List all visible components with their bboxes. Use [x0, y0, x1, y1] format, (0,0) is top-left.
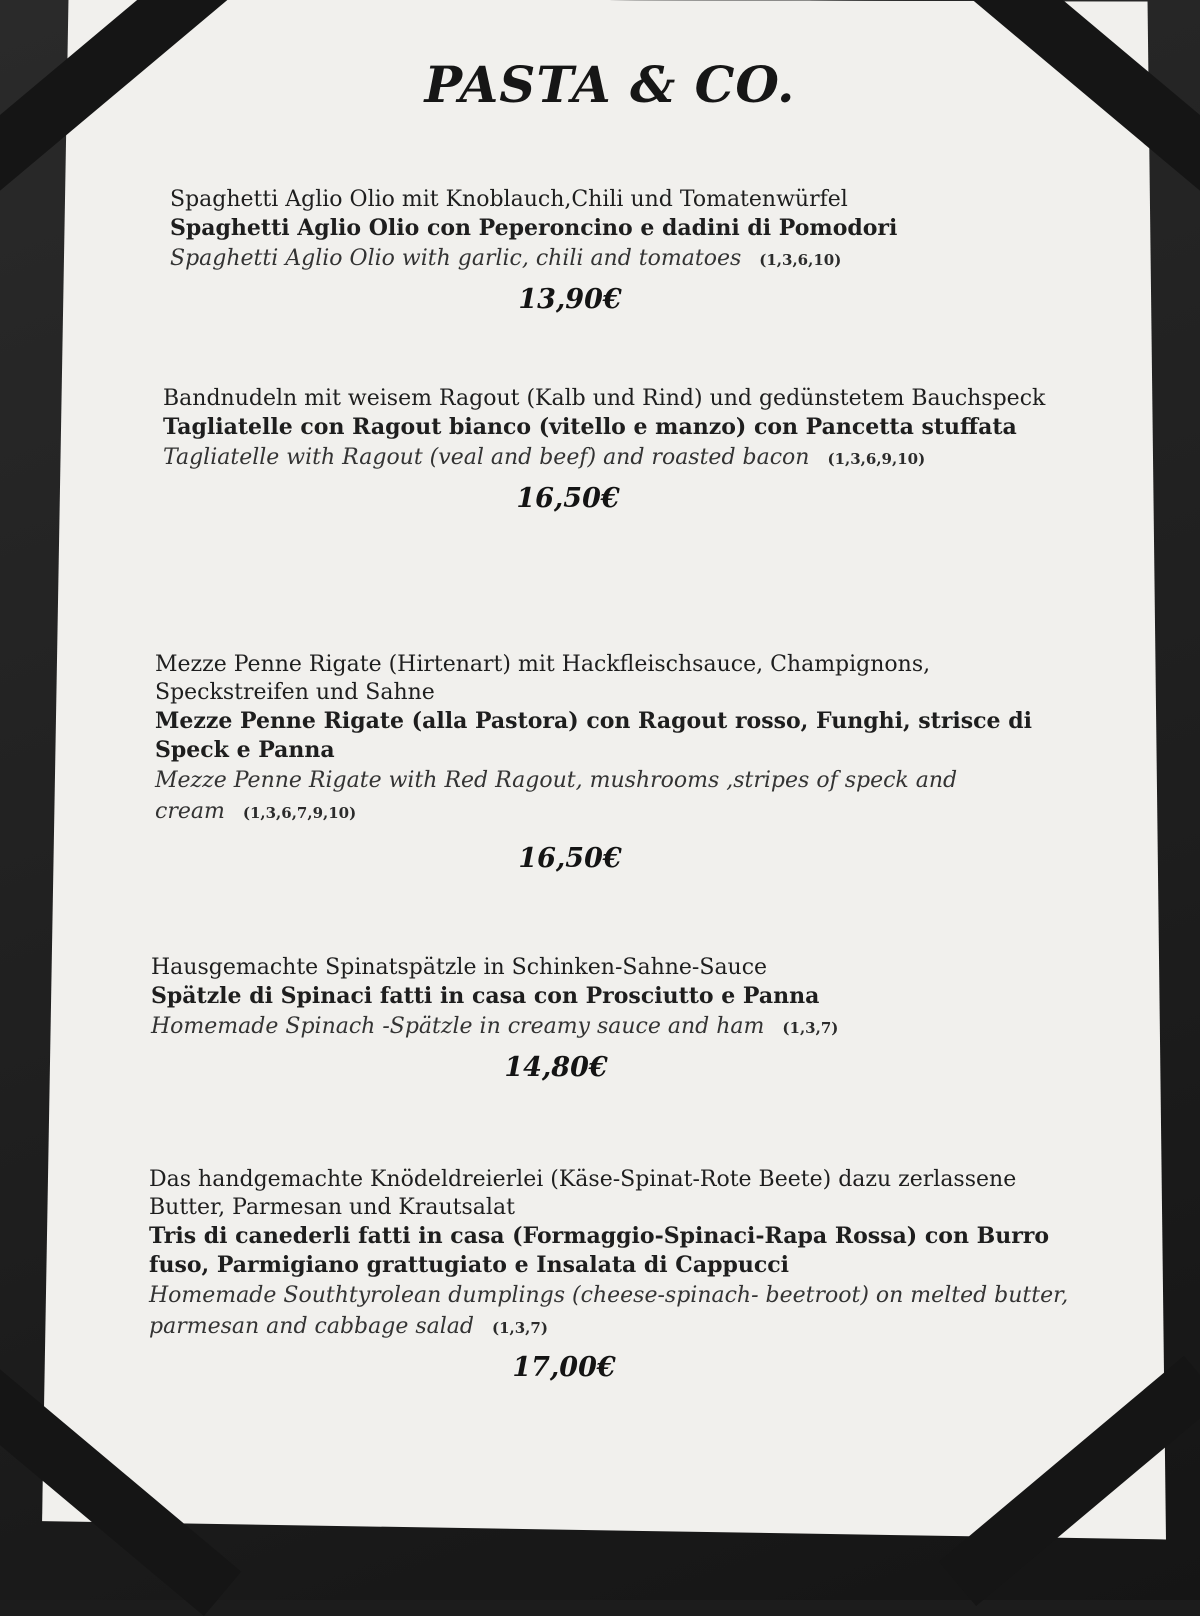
dish-name-english-text: Mezze Penne Rigate with Red Ragout, mushrooms ,stripes of speck and cream	[155, 768, 958, 824]
dish-price: 16,50€	[516, 483, 620, 514]
dish-name-german: Bandnudeln mit weisem Ragout (Kalb und Rind) und gedünstetem Bauchspeck	[163, 386, 1046, 411]
dish-price: 17,00€	[512, 1352, 616, 1383]
dish-price: 13,90€	[518, 284, 622, 315]
dish-name-italian: Mezze Penne Rigate (alla Pastora) con Ragout rosso, Funghi, strisce di Speck e Panna	[155, 708, 1032, 763]
dish-name-english-text: Homemade Spinach -Spätzle in creamy sauce and ham	[151, 1014, 765, 1039]
allergen-codes: (1,3,6,7,9,10)	[242, 804, 357, 822]
dish-name-english	[151, 1011, 1051, 1044]
menu-item	[163, 385, 1063, 514]
dish-name-italian: Spaghetti Aglio Olio con Peperoncino e dadini di Pomodori	[170, 215, 898, 241]
dish-price: 14,80€	[504, 1052, 608, 1083]
menu-title: PASTA & CO.	[424, 55, 796, 114]
dish-name-english-text: Spaghetti Aglio Olio with garlic, chili and tomatoes	[170, 246, 742, 271]
dish-name-german: Spaghetti Aglio Olio mit Knoblauch,Chili und Tomatenwürfel	[170, 187, 848, 212]
allergen-codes: (1,3,6,10)	[759, 251, 842, 269]
dish-name-english	[170, 243, 1070, 276]
dish-name-english	[163, 442, 1063, 475]
dish-name-italian: Spätzle di Spinaci fatti in casa con Prosciutto e Panna	[151, 983, 820, 1009]
allergen-codes: (1,3,6,9,10)	[827, 450, 926, 468]
allergen-codes: (1,3,7)	[491, 1319, 548, 1337]
dish-name-english-text: Tagliatelle with Ragout (veal and beef) and roasted bacon	[163, 445, 810, 470]
menu-item	[170, 186, 1070, 315]
dish-name-italian: Tris di canederli fatti in casa (Formaggio-Spinaci-Rapa Rossa) con Burro fuso, Parmigiano grattugiato e Insalata di Cappucci	[149, 1223, 1050, 1278]
menu-item	[155, 651, 1075, 874]
dish-name-german: Das handgemachte Knödeldreierlei (Käse-Spinat-Rote Beete) dazu zerlassene Butter, Parmesan und Krautsalat	[149, 1167, 1017, 1220]
allergen-codes: (1,3,7)	[782, 1019, 839, 1037]
menu-item	[149, 1166, 1069, 1383]
dish-name-german: Mezze Penne Rigate (Hirtenart) mit Hackfleischsauce, Champignons, Speckstreifen und Sahne	[155, 652, 931, 705]
menu-item	[151, 954, 1051, 1083]
dish-name-english	[149, 1280, 1069, 1344]
dish-price: 16,50€	[518, 843, 622, 874]
dish-name-german: Hausgemachte Spinatspätzle in Schinken-Sahne-Sauce	[151, 955, 768, 980]
dish-name-english	[155, 765, 1075, 829]
dish-name-italian: Tagliatelle con Ragout bianco (vitello e manzo) con Pancetta stuffata	[163, 414, 1017, 440]
dish-name-english-text: Homemade Southtyrolean dumplings (cheese-spinach- beetroot) on melted butter, parmesan and cabbage salad	[149, 1283, 1069, 1339]
